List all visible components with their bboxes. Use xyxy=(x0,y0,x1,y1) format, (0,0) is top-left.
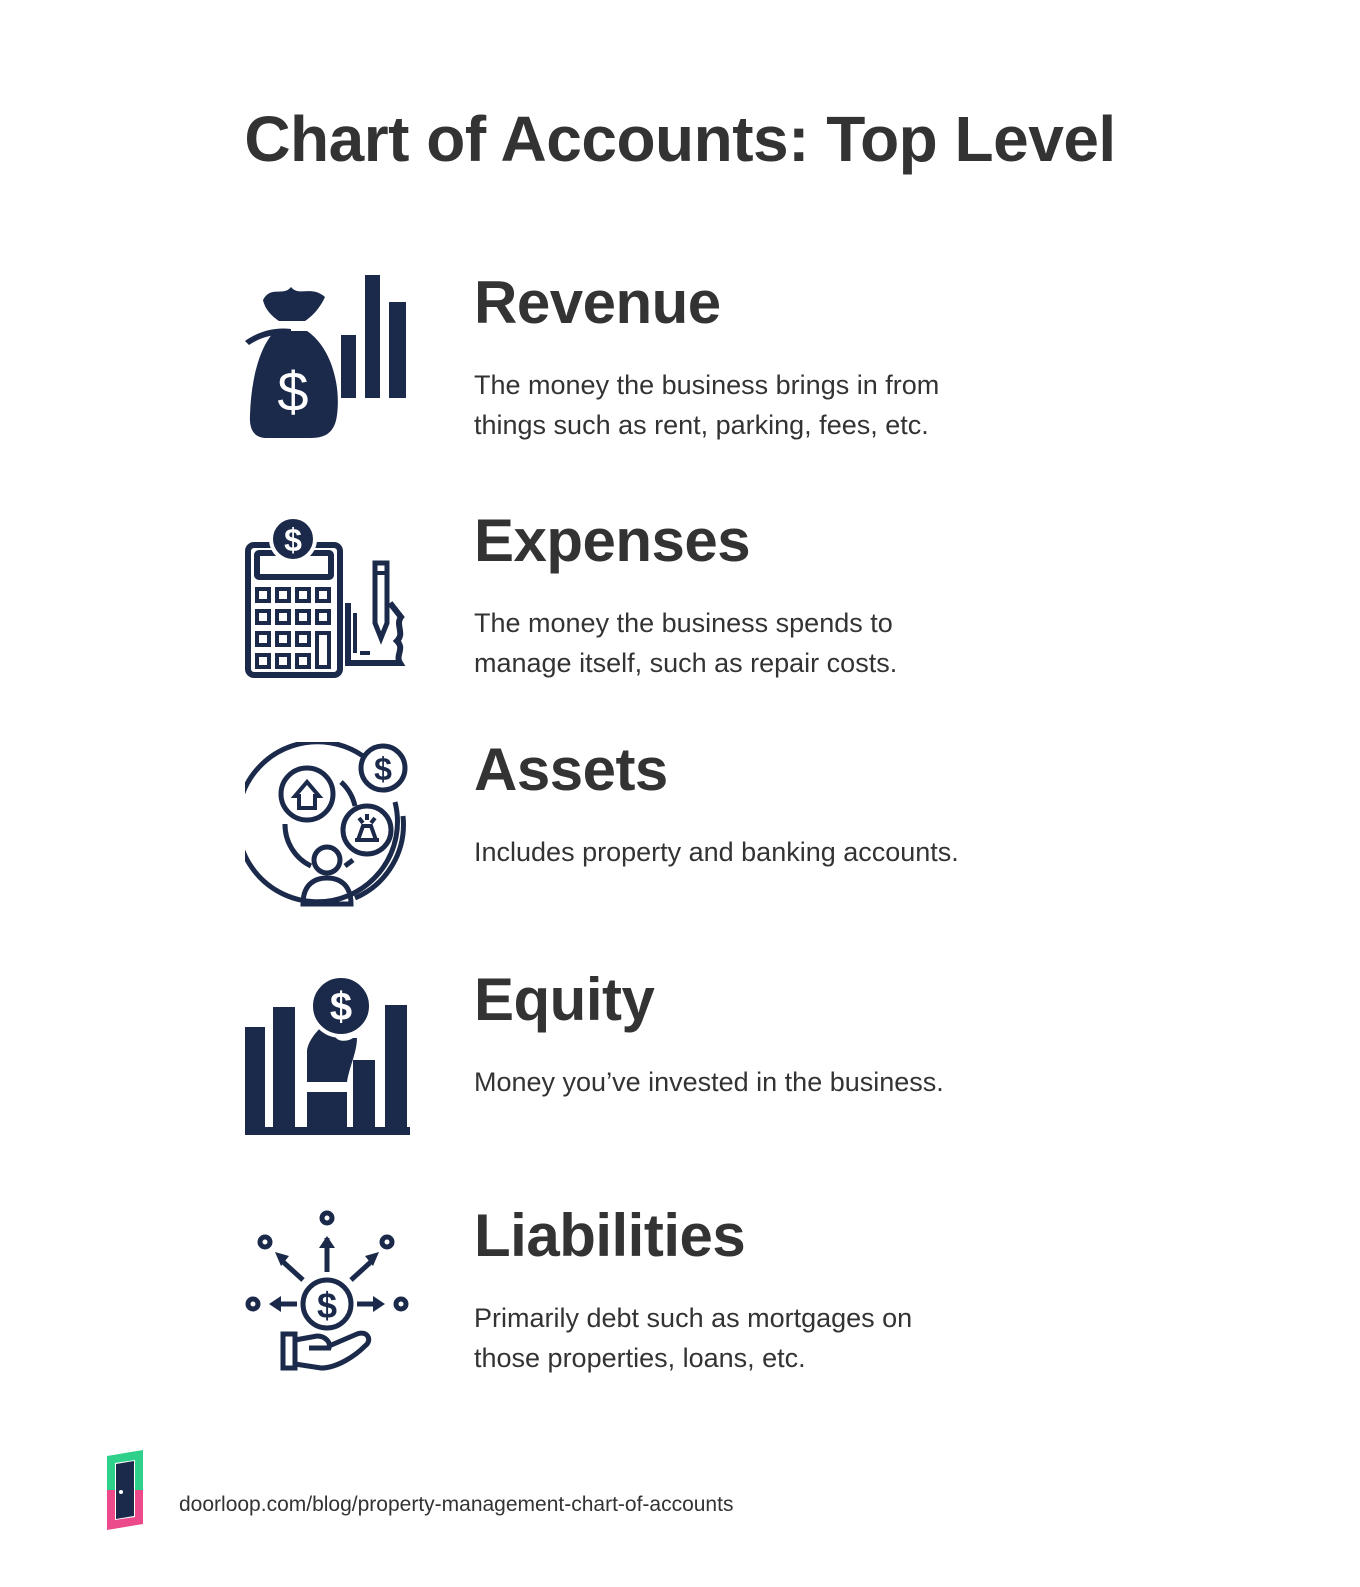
svg-text:$: $ xyxy=(316,1285,338,1326)
account-revenue xyxy=(0,269,1360,475)
account-title: Liabilities xyxy=(474,1202,746,1269)
account-description: The money the business spends to manage itself, such as repair costs. xyxy=(474,608,898,678)
account-description: Money you’ve invested in the business. xyxy=(474,1067,944,1097)
svg-text:$: $ xyxy=(284,522,302,558)
account-description: The money the business brings in from things such as rent, parking, fees, etc. xyxy=(474,370,940,440)
account-description: Includes property and banking accounts. xyxy=(474,837,959,867)
svg-text:$: $ xyxy=(374,751,392,787)
money-bag-bar-chart-icon xyxy=(245,275,410,445)
account-title: Revenue xyxy=(474,269,721,336)
calculator-pencil-icon xyxy=(245,513,410,683)
account-description: Primarily debt such as mortgages on those properties, loans, etc. xyxy=(474,1303,913,1373)
account-title: Assets xyxy=(474,736,668,803)
hand-dollar-arrows-icon xyxy=(245,1208,410,1378)
account-equity xyxy=(0,966,1360,1172)
account-title: Expenses xyxy=(474,507,751,574)
account-expenses xyxy=(0,507,1360,713)
account-title: Equity xyxy=(474,966,655,1033)
assets-cycle-icon xyxy=(245,742,410,912)
account-liabilities xyxy=(0,1202,1360,1408)
svg-text:$: $ xyxy=(277,360,309,423)
doorloop-logo-icon xyxy=(103,1450,147,1534)
account-assets xyxy=(0,736,1360,942)
footer-url[interactable]: doorloop.com/blog/property-management-chart-of-accounts xyxy=(179,1493,734,1516)
page-title: Chart of Accounts: Top Level xyxy=(244,103,1116,175)
svg-text:$: $ xyxy=(329,985,353,1029)
hand-coin-bar-chart-icon xyxy=(245,972,410,1142)
footer xyxy=(103,1450,1003,1534)
